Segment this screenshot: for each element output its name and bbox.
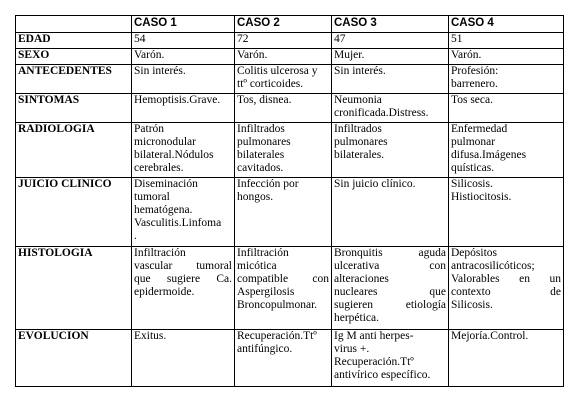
table-cell — [449, 33, 564, 49]
header-caso-4: CASO 4 — [449, 16, 564, 33]
table-cell — [449, 123, 564, 178]
cell-line: Valorables en un — [451, 273, 561, 285]
header-caso-1: CASO 1 — [132, 16, 235, 33]
row-label: EVOLUCION — [16, 330, 132, 387]
table-row — [16, 49, 564, 65]
cell-line: cronificada.Distress. — [334, 107, 429, 119]
table-cell — [132, 94, 235, 123]
cell-line: Exitus. — [134, 330, 167, 342]
table-cell — [332, 65, 449, 94]
cell-line: antifúngico. — [237, 343, 293, 355]
cell-line: antivírico específico. — [334, 369, 431, 381]
cell-line: bilaterales — [237, 149, 285, 161]
header-corner — [16, 16, 132, 33]
table-cell — [449, 178, 564, 247]
table-cell — [449, 94, 564, 123]
cell-line: Enfermedad — [451, 123, 508, 135]
cell-line: quísticas. — [451, 162, 495, 174]
cell-line: que sugiere Ca. — [134, 273, 232, 285]
cell-line: Silicosis. — [451, 178, 493, 190]
cell-line: antracosilicóticos; — [451, 260, 535, 272]
cell-line: Varón. — [134, 49, 165, 61]
cell-line: Hemoptisis.Grave. — [134, 94, 221, 106]
cell-line: micótica — [237, 260, 277, 272]
cell-line: Ig M anti herpes- — [334, 330, 414, 342]
cell-line: Tos, disnea. — [237, 94, 292, 106]
cell-line: bilateral.Nódulos — [134, 149, 214, 161]
table-cell — [132, 178, 235, 247]
cell-line: difusa.Imágenes — [451, 149, 527, 161]
table-row — [16, 94, 564, 123]
table-cell — [332, 94, 449, 123]
table-cell — [332, 49, 449, 65]
cell-line: Neumonia — [334, 94, 382, 106]
table-body — [16, 16, 564, 387]
row-label: JUICIO CLINICO — [16, 178, 132, 247]
cell-line: vascular tumoral — [134, 260, 232, 272]
cell-line: ulcerativa con — [334, 260, 446, 272]
cell-line: Mejoría.Control. — [451, 330, 529, 342]
table-cell — [449, 330, 564, 387]
table-cell — [235, 33, 332, 49]
table-cell — [235, 94, 332, 123]
table-cell — [449, 247, 564, 330]
cell-line: micronodular — [134, 136, 196, 148]
cell-line: compatible con — [237, 273, 329, 285]
table-cell — [132, 123, 235, 178]
cell-line: pulmonar — [451, 136, 496, 148]
cell-line: contexto de — [451, 286, 561, 298]
cell-line: tumoral — [134, 191, 170, 203]
cell-line: Colitis ulcerosa y — [237, 65, 318, 77]
table-row — [16, 330, 564, 387]
cases-table — [15, 15, 564, 387]
cell-line: virus +. — [334, 343, 370, 355]
row-label: EDAD — [16, 33, 132, 49]
cell-line: Depósitos — [451, 247, 497, 259]
row-label: RADIOLOGIA — [16, 123, 132, 178]
table-cell — [235, 178, 332, 247]
header-caso-2: CASO 2 — [235, 16, 332, 33]
cell-line: cerebrales. — [134, 162, 184, 174]
cell-line: 51 — [451, 33, 463, 45]
cell-line: Recuperación.Ttº — [237, 330, 317, 342]
cell-line: barrenero. — [451, 78, 498, 90]
table-cell — [132, 33, 235, 49]
table-cell — [132, 247, 235, 330]
cell-line: bilaterales. — [334, 149, 385, 161]
cell-line: alteraciones — [334, 273, 389, 285]
cell-line: Recuperación.Ttº — [334, 356, 414, 368]
cell-line: Infiltración — [237, 247, 289, 259]
row-label: SINTOMAS — [16, 94, 132, 123]
cell-line: Patrón — [134, 123, 165, 135]
cell-line: Aspergilosis — [237, 286, 295, 298]
table-cell — [235, 247, 332, 330]
cell-line: nucleares que — [334, 286, 446, 298]
table-cell — [332, 178, 449, 247]
cell-line: Infección por — [237, 178, 299, 190]
cell-line: sugieren etiología — [334, 299, 446, 311]
table-row — [16, 247, 564, 330]
table-cell — [132, 65, 235, 94]
table-cell — [332, 123, 449, 178]
cell-line: pulmonares — [237, 136, 291, 148]
cell-line: Infiltrados — [237, 123, 285, 135]
cell-line: . — [134, 230, 137, 242]
cell-line: Varón. — [451, 49, 482, 61]
cell-line: herpética. — [334, 312, 380, 324]
table-cell — [132, 49, 235, 65]
cell-line: Profesión: — [451, 65, 499, 77]
cell-line: Tos seca. — [451, 94, 493, 106]
cell-line: Infiltración — [134, 247, 186, 259]
cell-line: 54 — [134, 33, 146, 45]
table-cell — [132, 330, 235, 387]
cell-line: Sin juicio clínico. — [334, 178, 416, 190]
table-cell — [332, 330, 449, 387]
cell-line: Broncopulmonar. — [237, 299, 318, 311]
table-cell — [332, 33, 449, 49]
table-cell — [235, 49, 332, 65]
cell-line: Vasculitis.Linfoma — [134, 217, 222, 229]
cell-line: Varón. — [237, 49, 268, 61]
table-cell — [235, 65, 332, 94]
table-row — [16, 65, 564, 94]
table-row — [16, 33, 564, 49]
table-cell — [235, 330, 332, 387]
cell-line: pulmonares — [334, 136, 388, 148]
cell-line: hongos. — [237, 191, 274, 203]
cell-line: cavitados. — [237, 162, 284, 174]
row-label: ANTECEDENTES — [16, 65, 132, 94]
row-label: HISTOLOGIA — [16, 247, 132, 330]
table-cell — [332, 247, 449, 330]
cell-line: Sin interés. — [334, 65, 386, 77]
cell-line: epidermoide. — [134, 286, 195, 298]
cell-line: Silicosis. — [451, 299, 493, 311]
cell-line: Infiltrados — [334, 123, 382, 135]
cell-line: 47 — [334, 33, 346, 45]
row-label: SEXO — [16, 49, 132, 65]
table-row — [16, 123, 564, 178]
cell-line: Histiocitosis. — [451, 191, 512, 203]
table-cell — [449, 65, 564, 94]
cell-line: hematógena. — [134, 204, 193, 216]
header-caso-3: CASO 3 — [332, 16, 449, 33]
cell-line: Diseminación — [134, 178, 198, 190]
table-row — [16, 178, 564, 247]
table-cell — [449, 49, 564, 65]
cell-line: Bronquitis aguda — [334, 247, 446, 259]
header-row — [16, 16, 564, 33]
cell-line: Sin interés. — [134, 65, 186, 77]
cell-line: ttº corticoides. — [237, 78, 304, 90]
cell-line: 72 — [237, 33, 249, 45]
table-cell — [235, 123, 332, 178]
cell-line: Mujer. — [334, 49, 365, 61]
